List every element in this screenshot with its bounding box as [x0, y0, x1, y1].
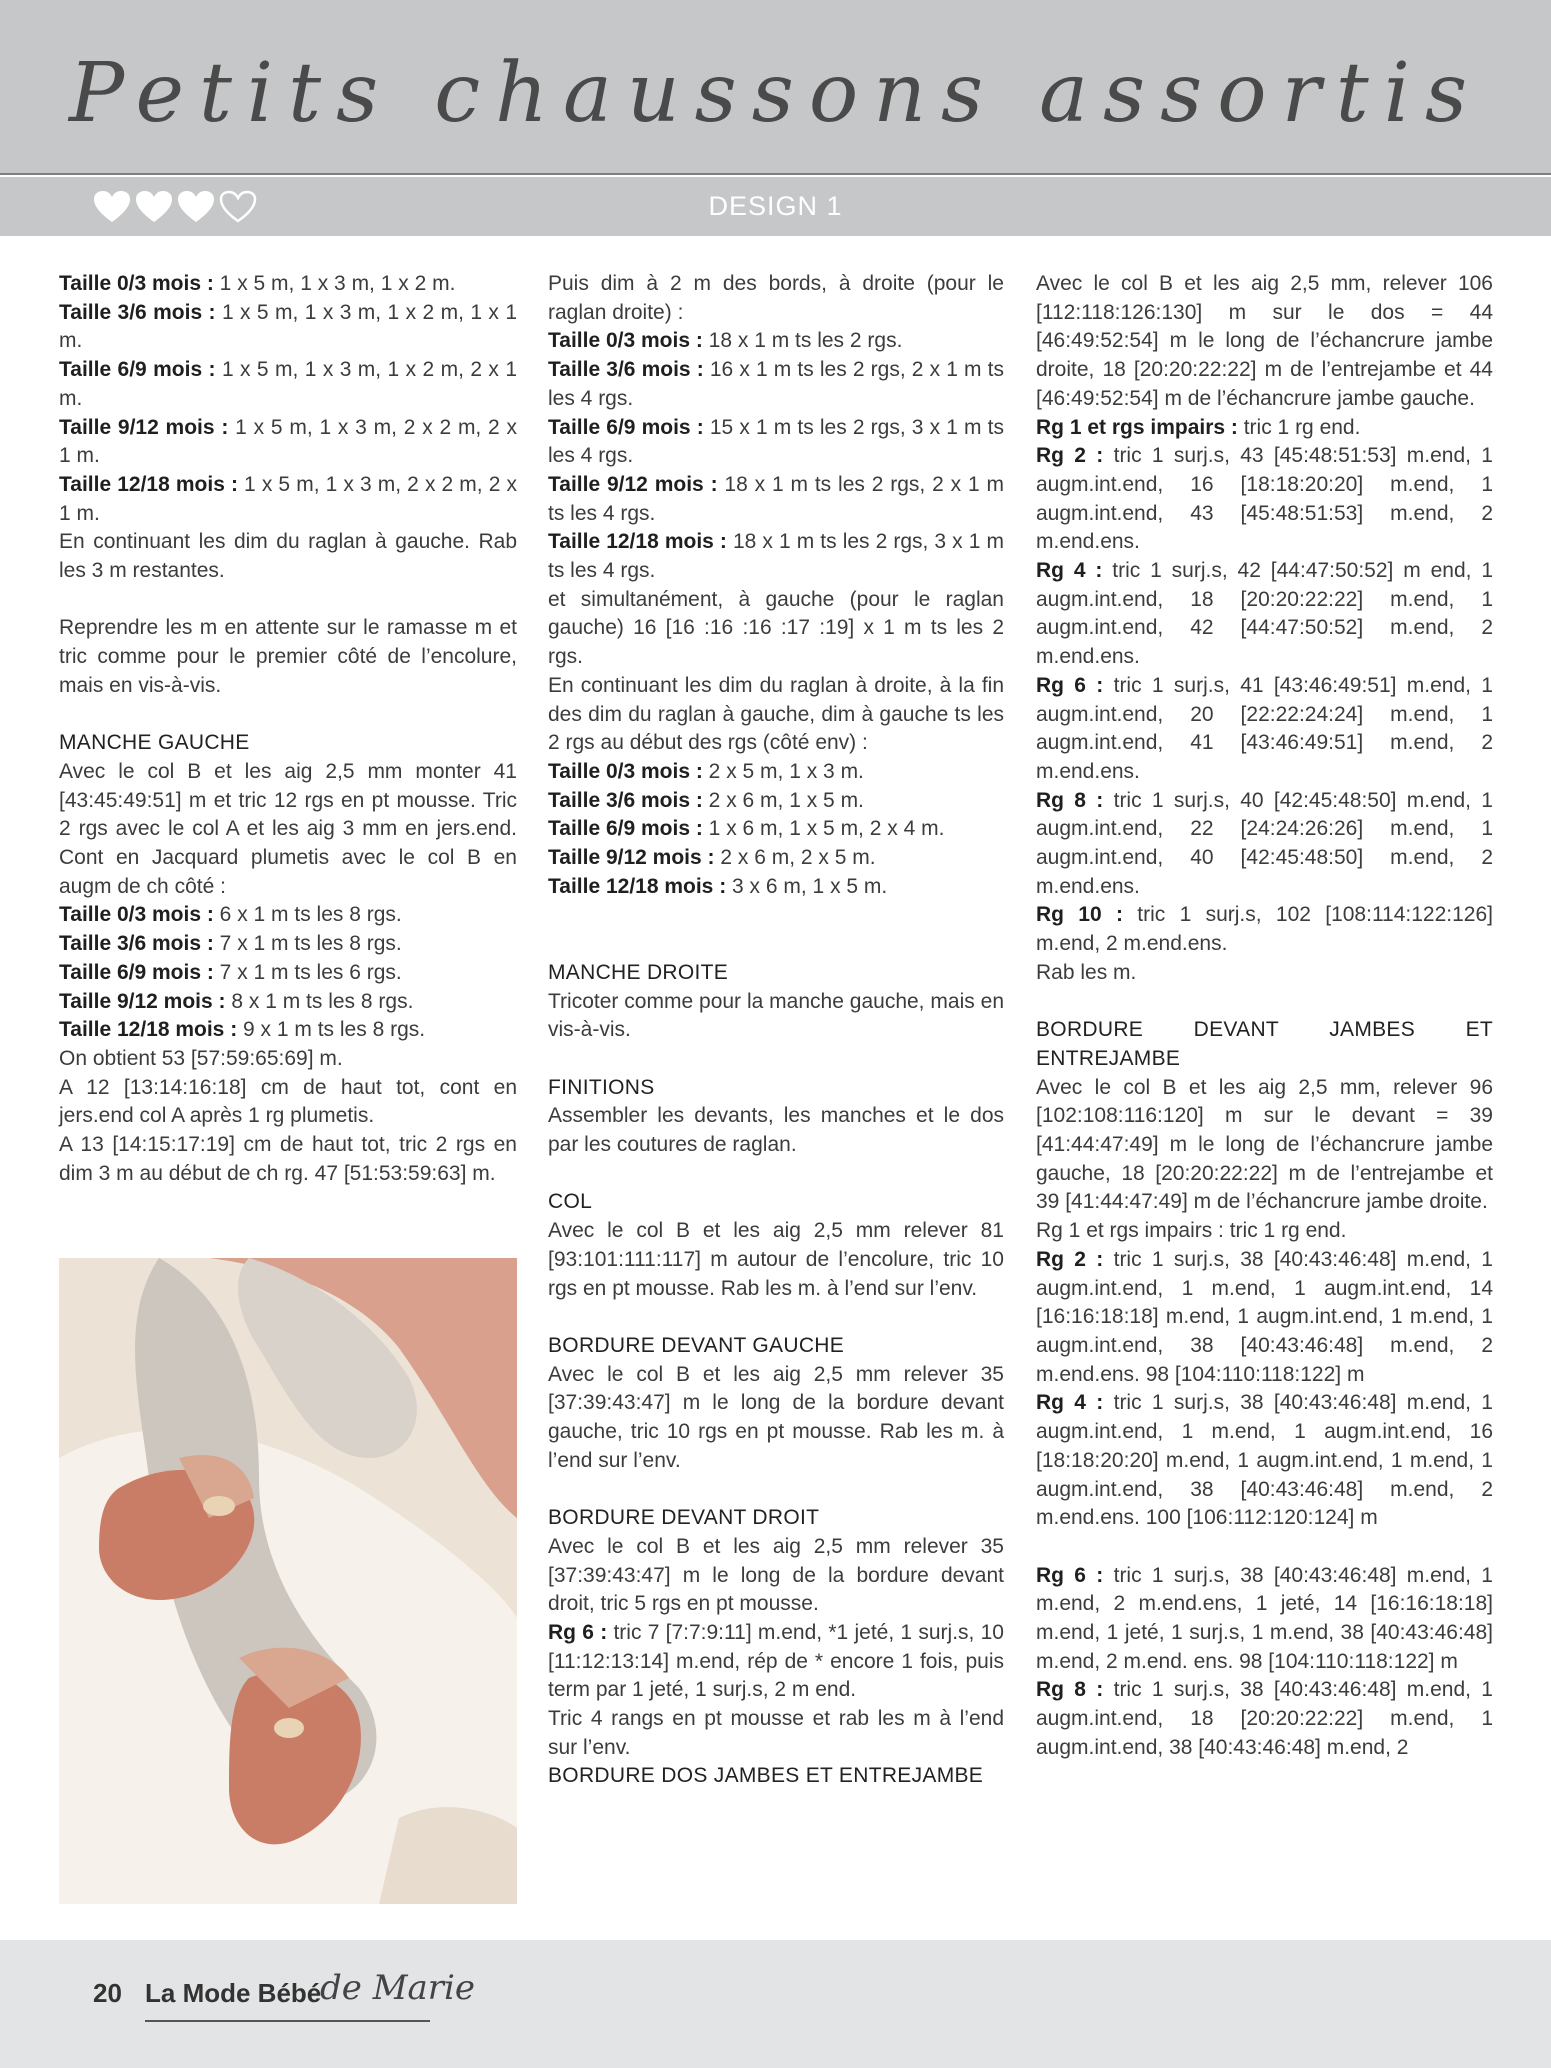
instruction-line: [548, 356, 1004, 413]
instruction-body: En continuant les dim du raglan à droite, à la fin des dim du raglan à gauche, dim à gauche ts les 2 rgs au début des rgs (côté env) :: [548, 673, 1004, 755]
instruction-line: [59, 901, 517, 930]
photo-illustration: [59, 1258, 517, 1904]
instruction-body: A 12 [13:14:16:18] cm de haut tot, cont en jers.end col A après 1 rg plumetis.: [59, 1075, 517, 1128]
instruction-body: tric 1 surj.s, 42 [44:47:50:52] m end, 1 augm.int.end, 18 [20:20:22:22] m.end, 1 augm.int.end, 42 [44:47:50:52] m.end, 2 m.end.ens.: [1036, 559, 1493, 669]
instruction-line: [59, 988, 517, 1017]
instruction-line: [59, 471, 517, 528]
instruction-text: [59, 758, 517, 902]
instruction-text: [548, 1102, 1004, 1159]
instruction-line: [59, 1016, 517, 1045]
instruction-line: [548, 528, 1004, 585]
instruction-label: Rg 8 :: [1036, 788, 1104, 812]
instruction-text: [59, 528, 517, 585]
instruction-label: Taille 0/3 mois :: [59, 272, 214, 295]
instruction-body: Tricoter comme pour la manche gauche, mais en vis-à-vis.: [548, 989, 1004, 1042]
instruction-line: [1036, 787, 1493, 902]
instruction-body: tric 1 rg end.: [1237, 415, 1361, 439]
paragraph-spacer: [548, 1045, 1004, 1074]
instruction-body: 2 x 6 m, 2 x 5 m.: [714, 846, 876, 870]
instruction-label: Rg 2 :: [1036, 444, 1104, 468]
instruction-label: Taille 9/12 mois :: [548, 472, 718, 496]
instruction-body: 18 x 1 m ts les 2 rgs, 3 x 1 m ts les 4 rgs.: [548, 530, 1004, 583]
instruction-label: Taille 9/12 mois :: [548, 846, 715, 870]
instruction-body: Rab les m.: [1036, 960, 1137, 984]
instruction-body: Avec le col B et les aig 2,5 mm relever 35 [37:39:43:47] m le long de la bordure devant droit, tric 5 rgs en pt mousse.: [548, 1534, 1004, 1616]
instruction-label: Taille 6/9 mois :: [548, 415, 704, 439]
instruction-label: Taille 3/6 mois :: [548, 788, 703, 812]
instruction-body: 9 x 1 m ts les 8 rgs.: [237, 1018, 426, 1042]
instruction-label: Rg 2 :: [1036, 1247, 1104, 1271]
paragraph-spacer: [59, 586, 517, 615]
paragraph-spacer: [59, 701, 517, 730]
instruction-line: [59, 270, 517, 299]
instruction-line: [59, 414, 517, 471]
text-column-1: [59, 270, 517, 1188]
instruction-body: 1 x 5 m, 1 x 3 m, 1 x 2 m, 2 x 1 m.: [59, 358, 517, 410]
instruction-line: [59, 299, 517, 356]
instruction-label: Taille 12/18 mois :: [548, 874, 727, 898]
instruction-text: [1036, 1074, 1493, 1218]
instruction-text: [548, 1705, 1004, 1762]
instruction-body: 6 x 1 m ts les 8 rgs.: [213, 903, 402, 927]
instruction-body: tric 1 surj.s, 43 [45:48:51:53] m.end, 1 augm.int.end, 16 [18:18:20:20] m.end, 1 augm.int.end, 43 [45:48:51:53] m.end, 2 m.end.ens.: [1036, 444, 1493, 554]
instruction-text: [548, 1361, 1004, 1476]
instruction-label: Rg 4 :: [1036, 1391, 1104, 1415]
instruction-line: [548, 787, 1004, 816]
instruction-text: [1036, 959, 1493, 988]
instruction-body: tric 1 surj.s, 38 [40:43:46:48] m.end, 1 m.end, 2 m.end.ens, 1 jeté, 14 [16:16:18:18] m.end, 1 jeté, 1 surj.s, 1 m.end, 38 [40:43:46:48] m.end, 2 m.end. ens. 98 [104:110:118:122] m: [1036, 1563, 1493, 1673]
instruction-body: Avec le col B et les aig 2,5 mm relever 81 [93:101:111:117] m autour de l’encolure, tric 10 rgs en pt mousse. Rab les m. à l’end sur l’env.: [548, 1219, 1004, 1300]
instruction-text: [548, 988, 1004, 1045]
instruction-line: [548, 873, 1004, 902]
section-heading: BORDURE DOS JAMBES ET ENTREJAMBE: [548, 1764, 984, 1788]
instruction-body: Reprendre les m en attente sur le ramasse m et tric comme pour le premier côté de l’encolure, mais en vis-à-vis.: [59, 616, 517, 697]
instruction-label: Taille 9/12 mois :: [59, 415, 229, 439]
instruction-body: Puis dim à 2 m des bords, à droite (pour le raglan droite) :: [548, 272, 1004, 324]
instruction-body: tric 1 surj.s, 38 [40:43:46:48] m.end, 1 augm.int.end, 1 m.end, 1 augm.int.end, 16 [18:18:20:20] m.end, 1 augm.int.end, 1 m.end, 1 augm.int.end, 38 [40:43:46:48] m.end, 2 m.end.ens. 100 [106:112:120:124] m: [1036, 1391, 1493, 1530]
instruction-body: Assembler les devants, les manches et le dos par les coutures de raglan.: [548, 1104, 1004, 1157]
instruction-line: [548, 414, 1004, 471]
instruction-label: Taille 0/3 mois :: [548, 329, 703, 353]
paragraph-spacer: [548, 1160, 1004, 1189]
instruction-line: [548, 844, 1004, 873]
instruction-body: tric 1 surj.s, 38 [40:43:46:48] m.end, 1 augm.int.end, 1 m.end, 1 augm.int.end, 14 [16:16:18:18] m.end, 1 augm.int.end, 1 m.end, 1 augm.int.end, 38 [40:43:46:48] m.end, 2 m.end.ens. 98 [104:110:118:122] m: [1036, 1247, 1493, 1386]
instruction-body: 1 x 5 m, 1 x 3 m, 1 x 2 m.: [213, 272, 456, 295]
baby-booties-photo: [59, 1258, 517, 1904]
instruction-label: Taille 6/9 mois :: [59, 358, 216, 382]
instruction-line: [1036, 672, 1493, 787]
instruction-body: 7 x 1 m ts les 6 rgs.: [213, 960, 402, 984]
instruction-text: [548, 1533, 1004, 1619]
instruction-text: [1036, 1217, 1493, 1246]
instruction-body: tric 7 [7:7:9:11] m.end, *1 jeté, 1 surj.s, 10 [11:12:13:14] m.end, rép de * encore 1 fois, puis term par 1 jeté, 1 surj.s, 2 m end.: [548, 1620, 1004, 1702]
instruction-line: [548, 327, 1004, 356]
page-footer: [0, 1940, 1551, 2068]
instruction-body: 1 x 6 m, 1 x 5 m, 2 x 4 m.: [702, 817, 945, 841]
paragraph-spacer: [1036, 1533, 1493, 1562]
instruction-line: [1036, 557, 1493, 672]
instruction-line: [1036, 901, 1493, 958]
instruction-label: Rg 4 :: [1036, 559, 1103, 583]
instruction-body: En continuant les dim du raglan à gauche. Rab les 3 m restantes.: [59, 530, 517, 583]
section-heading: COL: [548, 1190, 593, 1214]
instruction-body: Avec le col B et les aig 2,5 mm relever 35 [37:39:43:47] m le long de la bordure devant gauche, tric 10 rgs en pt mousse. Rab les m. à l’end sur l’env.: [548, 1362, 1004, 1472]
instruction-label: Taille 0/3 mois :: [548, 759, 703, 783]
instruction-line: [548, 758, 1004, 787]
instruction-line: [548, 1619, 1004, 1705]
instruction-body: tric 1 surj.s, 102 [108:114:122:126] m.end, 2 m.end.ens.: [1036, 903, 1493, 956]
instruction-line: [1036, 1562, 1493, 1677]
instruction-line: [548, 471, 1004, 528]
instruction-label: Taille 6/9 mois :: [548, 817, 703, 841]
instruction-text: [59, 614, 517, 700]
instruction-label: Taille 12/18 mois :: [548, 530, 727, 554]
instruction-body: 1 x 5 m, 1 x 3 m, 2 x 2 m, 2 x 1 m.: [59, 472, 517, 525]
instruction-body: Avec le col B et les aig 2,5 mm, relever 96 [102:108:116:120] m sur le devant = 39 [41:44:47:49] m le long de l’échancrure jambe gauche, 18 [20:20:22:22] m de l’entrejambe et 39 [41:44:47:49] m de l’échancrure jambe droite.: [1036, 1075, 1493, 1214]
page-number: 20: [93, 1978, 122, 2008]
instruction-body: 8 x 1 m ts les 8 rgs.: [225, 989, 414, 1013]
instruction-body: 7 x 1 m ts les 8 rgs.: [213, 932, 402, 956]
instruction-line: [548, 815, 1004, 844]
instruction-label: Taille 3/6 mois :: [59, 300, 216, 324]
instruction-line: [1036, 442, 1493, 557]
instruction-text: [59, 1045, 517, 1074]
instruction-label: Rg 8 :: [1036, 1678, 1104, 1702]
instruction-body: tric 1 surj.s, 38 [40:43:46:48] m.end, 1 augm.int.end, 18 [20:20:22:22] m.end, 1 augm.int.end, 38 [40:43:46:48] m.end, 2: [1036, 1678, 1493, 1759]
instruction-label: Taille 12/18 mois :: [59, 472, 238, 496]
design-label: DESIGN 1: [708, 191, 843, 221]
instruction-text: [59, 1074, 517, 1131]
instruction-text: [548, 270, 1004, 327]
instruction-label: Rg 6 :: [1036, 673, 1104, 697]
instruction-text: [59, 1131, 517, 1188]
instruction-line: [59, 356, 517, 413]
instruction-line: [59, 959, 517, 988]
instruction-body: Avec le col B et les aig 2,5 mm, relever 106 [112:118:126:130] m sur le dos = 44 [46:49:52:54] m le long de l’échancrure jambe droite, 18 [20:20:22:22] m de l’entrejambe et 44 [46:49:52:54] m de l’échancrure jambe gauche.: [1036, 272, 1493, 410]
instruction-text: [548, 586, 1004, 672]
section-heading: BORDURE DEVANT GAUCHE: [548, 1333, 845, 1357]
instruction-body: 16 x 1 m ts les 2 rgs, 2 x 1 m ts les 4 rgs.: [548, 358, 1004, 410]
magazine-name-script: de Marie: [320, 1968, 476, 2008]
section-heading: FINITIONS: [548, 1075, 655, 1099]
design-bar: [0, 177, 1551, 236]
instruction-label: Taille 0/3 mois :: [59, 903, 214, 927]
instruction-body: 1 x 5 m, 1 x 3 m, 1 x 2 m, 1 x 1 m.: [59, 300, 517, 353]
instruction-body: Rg 1 et rgs impairs : tric 1 rg end.: [1036, 1219, 1347, 1243]
paragraph-spacer: [548, 1303, 1004, 1332]
instruction-text: [548, 672, 1004, 758]
instruction-label: Rg 6 :: [1036, 1563, 1104, 1587]
instruction-body: On obtient 53 [57:59:65:69] m.: [59, 1046, 343, 1070]
instruction-body: Avec le col B et les aig 2,5 mm monter 41 [43:45:49:51] m et tric 12 rgs en pt mousse. Tric 2 rgs avec le col A et les aig 3 mm en jers.end. Cont en Jacquard plumetis avec le col B en augm de ch côté :: [59, 759, 517, 898]
instruction-text: [1036, 270, 1493, 414]
paragraph-spacer: [548, 1475, 1004, 1504]
text-column-2: [548, 270, 1004, 1791]
instruction-body: 2 x 5 m, 1 x 3 m.: [702, 759, 864, 783]
instruction-body: Tric 4 rangs en pt mousse et rab les m à l’end sur l’env.: [548, 1707, 1004, 1759]
instruction-body: 3 x 6 m, 1 x 5 m.: [726, 874, 888, 898]
instruction-label: Taille 6/9 mois :: [59, 960, 214, 984]
instruction-body: tric 1 surj.s, 40 [42:45:48:50] m.end, 1 augm.int.end, 22 [24:24:26:26] m.end, 1 augm.int.end, 40 [42:45:48:50] m.end, 2 m.end.ens.: [1036, 788, 1493, 898]
instruction-body: et simultanément, à gauche (pour le raglan gauche) 16 [16 :16 :16 :17 :19] x 1 m ts les 2 rgs.: [548, 587, 1004, 669]
instruction-label: Taille 9/12 mois :: [59, 989, 226, 1013]
instruction-line: [59, 930, 517, 959]
instruction-body: 18 x 1 m ts les 2 rgs.: [702, 329, 903, 353]
instruction-label: Rg 1 et rgs impairs :: [1036, 415, 1238, 439]
instruction-body: 1 x 5 m, 1 x 3 m, 2 x 2 m, 2 x 1 m.: [59, 415, 518, 468]
section-heading: MANCHE DROITE: [548, 960, 729, 984]
magazine-name: La Mode Bébé: [145, 1978, 322, 2008]
paragraph-spacer: [548, 930, 1004, 959]
instruction-label: Rg 6 :: [548, 1620, 608, 1644]
instruction-body: A 13 [14:15:17:19] cm de haut tot, tric 2 rgs en dim 3 m au début de ch rg. 47 [51:53:59:63] m.: [59, 1133, 517, 1185]
instruction-line: [1036, 414, 1493, 443]
instruction-label: Taille 3/6 mois :: [548, 358, 704, 382]
paragraph-spacer: [1036, 988, 1493, 1017]
instruction-label: Taille 12/18 mois :: [59, 1018, 238, 1042]
section-heading: BORDURE DEVANT DROIT: [548, 1506, 820, 1530]
text-column-3: [1036, 270, 1493, 1763]
section-heading: MANCHE GAUCHE: [59, 731, 250, 755]
instruction-body: tric 1 surj.s, 41 [43:46:49:51] m.end, 1 augm.int.end, 20 [22:22:24:24] m.end, 1 augm.int.end, 41 [43:46:49:51] m.end, 2 m.end.ens.: [1036, 673, 1493, 783]
instruction-line: [1036, 1389, 1493, 1533]
instruction-line: [1036, 1676, 1493, 1762]
page-title: Petits chaussons assortis: [68, 46, 1483, 141]
paragraph-spacer: [548, 901, 1004, 930]
instruction-body: 2 x 6 m, 1 x 5 m.: [702, 788, 864, 812]
instruction-body: 15 x 1 m ts les 2 rgs, 3 x 1 m ts les 4 rgs.: [548, 415, 1004, 468]
instruction-label: Taille 3/6 mois :: [59, 932, 214, 956]
instruction-label: Rg 10 :: [1036, 903, 1123, 927]
title-banner: [0, 0, 1551, 175]
footer-underline: [145, 2020, 430, 2022]
instruction-text: [548, 1217, 1004, 1303]
section-heading: BORDURE DEVANT JAMBES ET ENTREJAMBE: [1036, 1018, 1493, 1070]
instruction-body: 18 x 1 m ts les 2 rgs, 2 x 1 m ts les 4 rgs.: [548, 472, 1004, 525]
instruction-line: [1036, 1246, 1493, 1390]
